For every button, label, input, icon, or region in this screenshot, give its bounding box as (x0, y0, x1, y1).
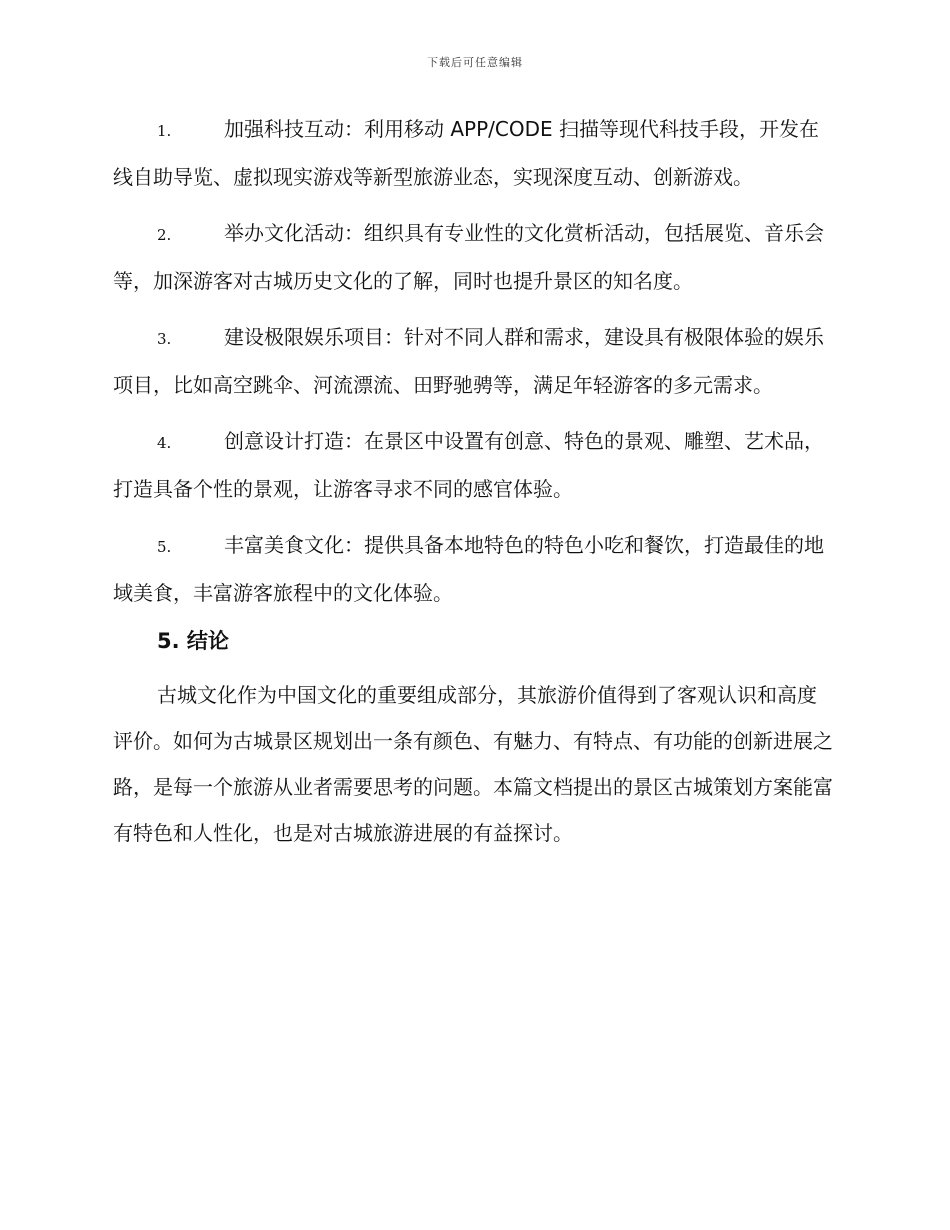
list-item (113, 314, 833, 408)
section-heading: 5. 结论 (157, 629, 229, 653)
list-item-text: 丰富美食文化：提供具备本地特色的特色小吃和餐饮，打造最佳的地域美食，丰富游客旅程中的文化体验。 (113, 533, 824, 605)
list-item-number: 4. (157, 434, 172, 452)
list-item-number: 1. (157, 122, 172, 140)
page-header: 下载后可任意编辑 (427, 56, 523, 69)
list-item (113, 522, 833, 616)
list-item-number: 2. (157, 226, 172, 244)
list-item (113, 210, 833, 304)
list-item-text: 创意设计打造：在景区中设置有创意、特色的景观、雕塑、艺术品，打造具备个性的景观，让游客寻求不同的感官体验。 (113, 429, 824, 501)
list-item-text: 举办文化活动：组织具有专业性的文化赏析活动，包括展览、音乐会等，加深游客对古城历史文化的了解，同时也提升景区的知名度。 (113, 221, 824, 293)
list-item-number: 3. (157, 330, 172, 348)
list-item (113, 106, 833, 200)
list-item-number: 5. (157, 538, 172, 556)
list-item-text: 建设极限娱乐项目：针对不同人群和需求，建设具有极限体验的娱乐项目，比如高空跳伞、河流漂流、田野驰骋等，满足年轻游客的多元需求。 (113, 325, 824, 397)
conclusion-paragraph: 古城文化作为中国文化的重要组成部分，其旅游价值得到了客观认识和高度评价。如何为古城景区规划出一条有颜色、有魅力、有特点、有功能的创新进展之路，是每一个旅游从业者需要思考的问题。本篇文档提出的景区古城策划方案能富有特色和人性化，也是对古城旅游进展的有益探讨。 (113, 683, 833, 845)
list-item (113, 418, 833, 512)
list-item-text: 加强科技互动：利用移动 APP/CODE 扫描等现代科技手段，开发在线自助导览、虚拟现实游戏等新型旅游业态，实现深度互动、创新游戏。 (113, 117, 819, 189)
document-body (113, 106, 833, 856)
